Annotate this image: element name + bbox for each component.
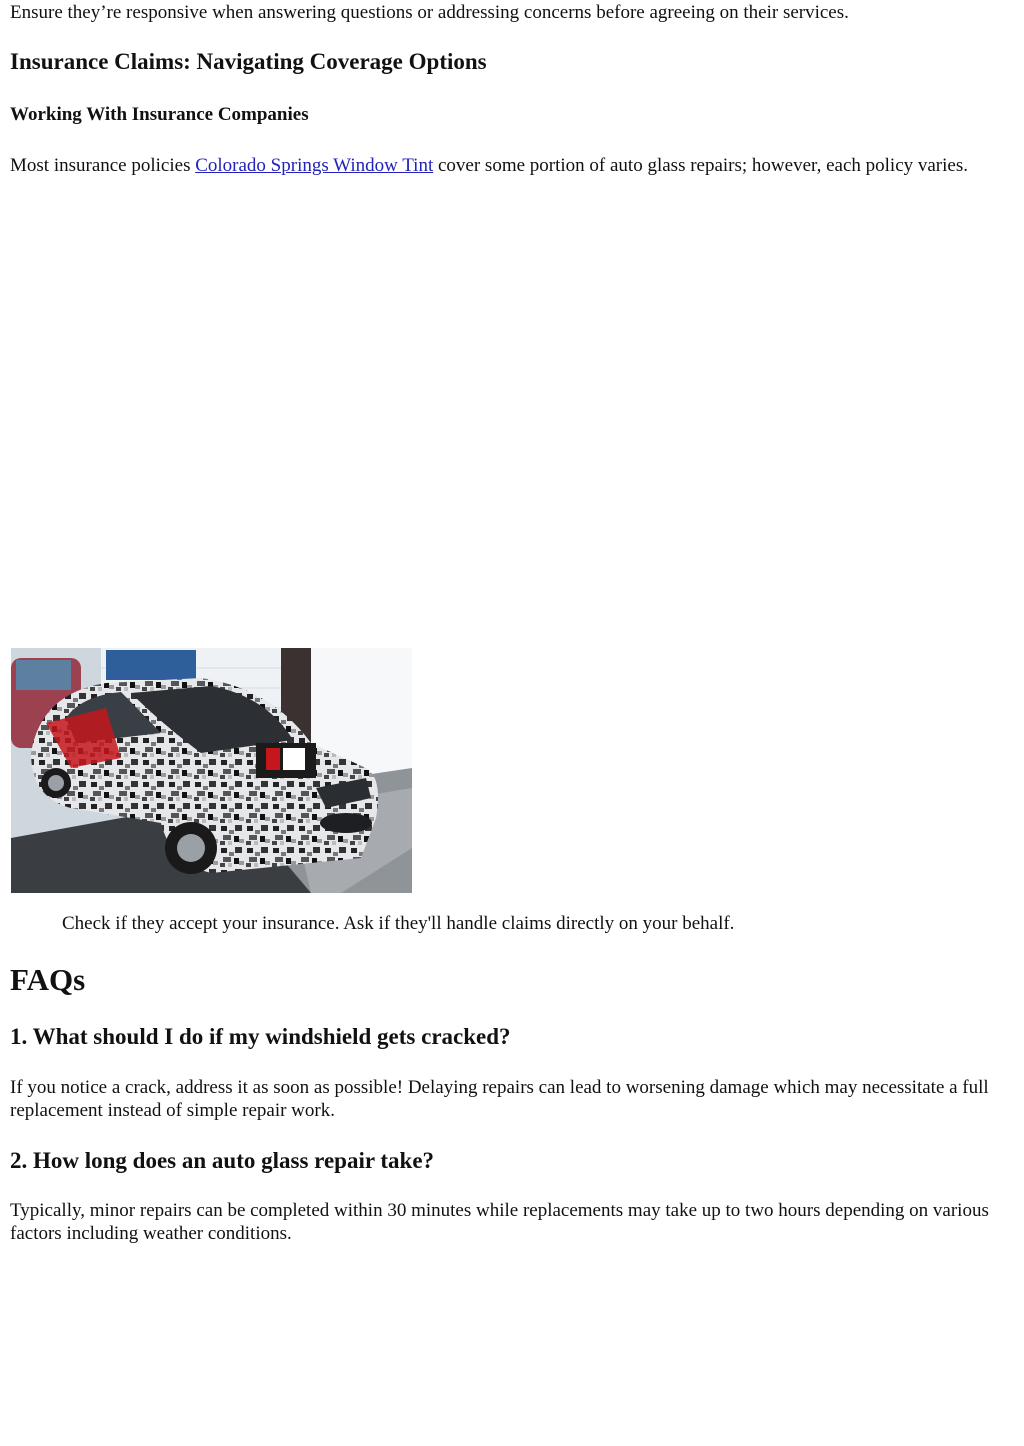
faq-answer-2: Typically, minor repairs can be completed within 30 minutes while replacements may take up to two hours depending on various factors including weather conditions. [10,1200,989,1244]
faq-question-2: 2. How long does an auto glass repair take? [10,1148,435,1173]
image-caption: Check if they accept your insurance. Ask if they'll handle claims directly on your behalf. [62,913,735,934]
insurance-subheading: Working With Insurance Companies [10,104,309,125]
colorado-springs-window-tint-link[interactable]: Colorado Springs Window Tint [195,155,434,176]
faqs-heading: FAQs [10,962,86,997]
faq-answer-1: If you notice a crack, address it as soon as possible! Delaying repairs can lead to worsening damage which may necessitate a full replacement instead of simple repair work. [10,1077,989,1121]
insurance-heading: Insurance Claims: Navigating Coverage Options [10,49,487,74]
car-photo [11,648,412,893]
intro-line: Ensure they’re responsive when answering questions or addressing concerns before agreeing on their services. [10,2,849,23]
faq-question-1: 1. What should I do if my windshield gets cracked? [10,1024,511,1049]
insurance-paragraph [10,154,1014,177]
car-photo-icon [11,648,412,893]
insurance-paragraph-start: Most insurance policies [10,155,196,176]
insurance-paragraph-end: cover some portion of auto glass repairs; however, each policy varies. [433,155,968,176]
